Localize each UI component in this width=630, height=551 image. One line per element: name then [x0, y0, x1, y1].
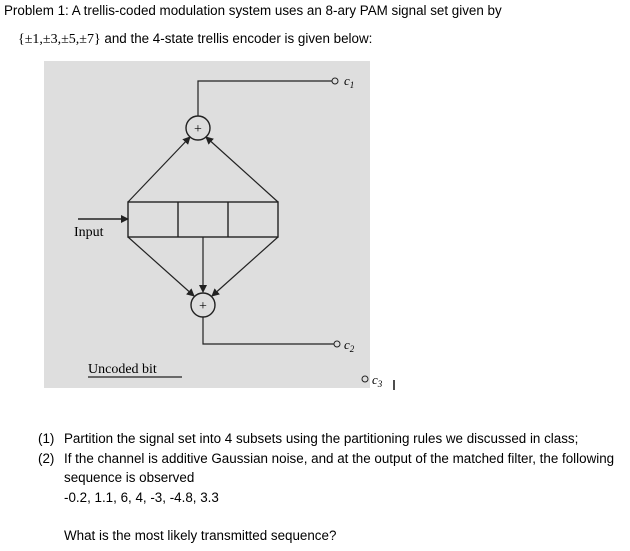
final-question: What is the most likely transmitted sequence? — [64, 528, 337, 543]
problem-statement-line2-rest: and the 4-state trellis encoder is given below: — [100, 31, 373, 46]
c3-label: $c_3$ — [372, 372, 383, 389]
top-adder-symbol: + — [194, 122, 202, 137]
question-2-text-line1: If the channel is additive Gaussian noise, and at the output of the matched filter, the following — [64, 451, 615, 466]
bottom-left-tap — [128, 237, 194, 296]
c2-terminal — [334, 341, 340, 347]
c3-terminal — [362, 376, 368, 382]
bottom-right-tap — [212, 237, 278, 296]
question-1-number: (1) — [38, 431, 55, 446]
problem-statement-line1: Problem 1: A trellis-coded modulation system uses an 8-ary PAM signal set given by — [4, 3, 502, 18]
c1-label: $c_1$ — [344, 73, 355, 90]
bottom-adder-symbol: + — [199, 299, 207, 314]
input-label: Input — [74, 225, 104, 240]
c1-terminal — [332, 78, 338, 84]
encoder-diagram — [44, 61, 370, 388]
top-right-tap — [206, 137, 278, 202]
c2-output-line — [203, 317, 334, 344]
top-left-tap — [128, 137, 190, 202]
question-2-text-line2: sequence is observed — [64, 470, 195, 485]
c3-output — [360, 370, 400, 392]
observed-sequence: -0.2, 1.1, 6, 4, -3, -4.8, 3.3 — [64, 490, 219, 505]
shift-register — [128, 202, 278, 237]
c2-label: $c_2$ — [344, 337, 355, 354]
c1-output-line — [198, 81, 332, 116]
question-1-text: Partition the signal set into 4 subsets using the partitioning rules we discussed in class; — [64, 431, 579, 446]
uncoded-bit-label: Uncoded bit — [88, 362, 157, 377]
question-2-number: (2) — [38, 451, 55, 466]
signal-set: {±1,±3,±5,±7} — [18, 32, 101, 47]
problem-statement-line2 — [18, 31, 372, 48]
trellis-encoder-figure — [44, 61, 370, 388]
